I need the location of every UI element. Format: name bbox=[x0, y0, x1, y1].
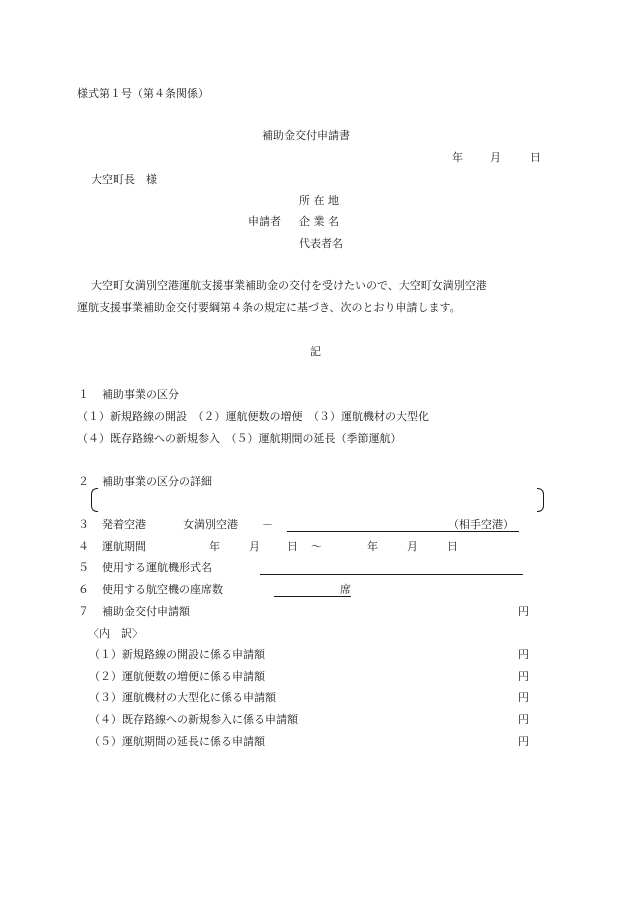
addressee: 大空町長 様 bbox=[91, 173, 157, 186]
breakdown-item-label: （５）運航期間の延長に係る申請額 bbox=[89, 735, 265, 748]
date-day: 日 bbox=[530, 151, 541, 164]
section3-label: 発着空港 bbox=[102, 518, 146, 531]
breakdown-item-unit: 円 bbox=[518, 735, 529, 748]
section5-number: ５ bbox=[78, 561, 89, 574]
period-end-year: 年 bbox=[367, 540, 378, 553]
breakdown-item-label: （１）新規路線の開設に係る申請額 bbox=[89, 648, 265, 661]
breakdown-item-label: （２）運航便数の増便に係る申請額 bbox=[89, 670, 265, 683]
period-start-month: 月 bbox=[249, 540, 260, 553]
aircraft-type-line bbox=[260, 574, 523, 575]
applicant-label: 申請者 bbox=[248, 215, 281, 228]
partner-airport-label: （相手空港） bbox=[448, 518, 514, 531]
period-end-day: 日 bbox=[447, 540, 458, 553]
total-amount-unit: 円 bbox=[518, 605, 529, 618]
form-number: 様式第１号（第４条関係） bbox=[77, 87, 209, 100]
section4-label: 運航期間 bbox=[102, 540, 146, 553]
section2-number: ２ bbox=[78, 475, 89, 488]
seat-unit: 席 bbox=[340, 583, 351, 596]
breakdown-item-unit: 円 bbox=[518, 670, 529, 683]
date-month: 月 bbox=[490, 151, 501, 164]
ki-heading: 記 bbox=[310, 345, 321, 358]
breakdown-item-unit: 円 bbox=[518, 691, 529, 704]
section1-label: 補助事業の区分 bbox=[102, 388, 179, 401]
date-year: 年 bbox=[452, 151, 463, 164]
applicant-representative-label: 代表者名 bbox=[299, 237, 343, 250]
breakdown-item-unit: 円 bbox=[518, 713, 529, 726]
section2-label: 補助事業の区分の詳細 bbox=[102, 475, 212, 488]
section1-number: １ bbox=[78, 388, 89, 401]
body-text-line2: 運航支援事業補助金交付要綱第４条の規定に基づき、次のとおり申請します。 bbox=[77, 301, 461, 314]
section6-number: ６ bbox=[78, 583, 89, 596]
breakdown-item-label: （４）既存路線への新規参入に係る申請額 bbox=[89, 713, 298, 726]
section3-number: ３ bbox=[78, 518, 89, 531]
section1-options-row1: （１）新規路線の開設 （２）運航便数の増便 （３）運航機材の大型化 bbox=[77, 410, 429, 423]
airport-dash: － bbox=[262, 518, 273, 531]
section4-number: ４ bbox=[78, 540, 89, 553]
seat-count-line bbox=[274, 596, 351, 597]
applicant-address-label: 所 在 地 bbox=[299, 194, 339, 207]
period-start-day: 日 bbox=[287, 540, 298, 553]
section7-label: 補助金交付申請額 bbox=[102, 605, 190, 618]
section7-number: ７ bbox=[78, 605, 89, 618]
applicant-company-label: 企 業 名 bbox=[299, 215, 339, 228]
body-text-line1: 大空町女満別空港運航支援事業補助金の交付を受けたいので、大空町女満別空港 bbox=[91, 279, 487, 292]
document-title: 補助金交付申請書 bbox=[262, 129, 350, 142]
section1-options-row2: （４）既存路線への新規参入 （５）運航期間の延長（季節運航） bbox=[77, 432, 402, 445]
breakdown-label: 〈内 訳〉 bbox=[88, 627, 143, 640]
period-end-month: 月 bbox=[407, 540, 418, 553]
detail-bracket-right bbox=[537, 488, 544, 512]
section6-label: 使用する航空機の座席数 bbox=[102, 583, 223, 596]
period-start-year: 年 bbox=[209, 540, 220, 553]
breakdown-item-label: （３）運航機材の大型化に係る申請額 bbox=[89, 691, 276, 704]
partner-airport-line bbox=[287, 531, 519, 532]
section5-label: 使用する運航機形式名 bbox=[102, 561, 212, 574]
detail-bracket-left bbox=[91, 488, 98, 512]
breakdown-item-unit: 円 bbox=[518, 648, 529, 661]
period-tilde: ～ bbox=[311, 540, 322, 553]
origin-airport: 女満別空港 bbox=[183, 518, 238, 531]
